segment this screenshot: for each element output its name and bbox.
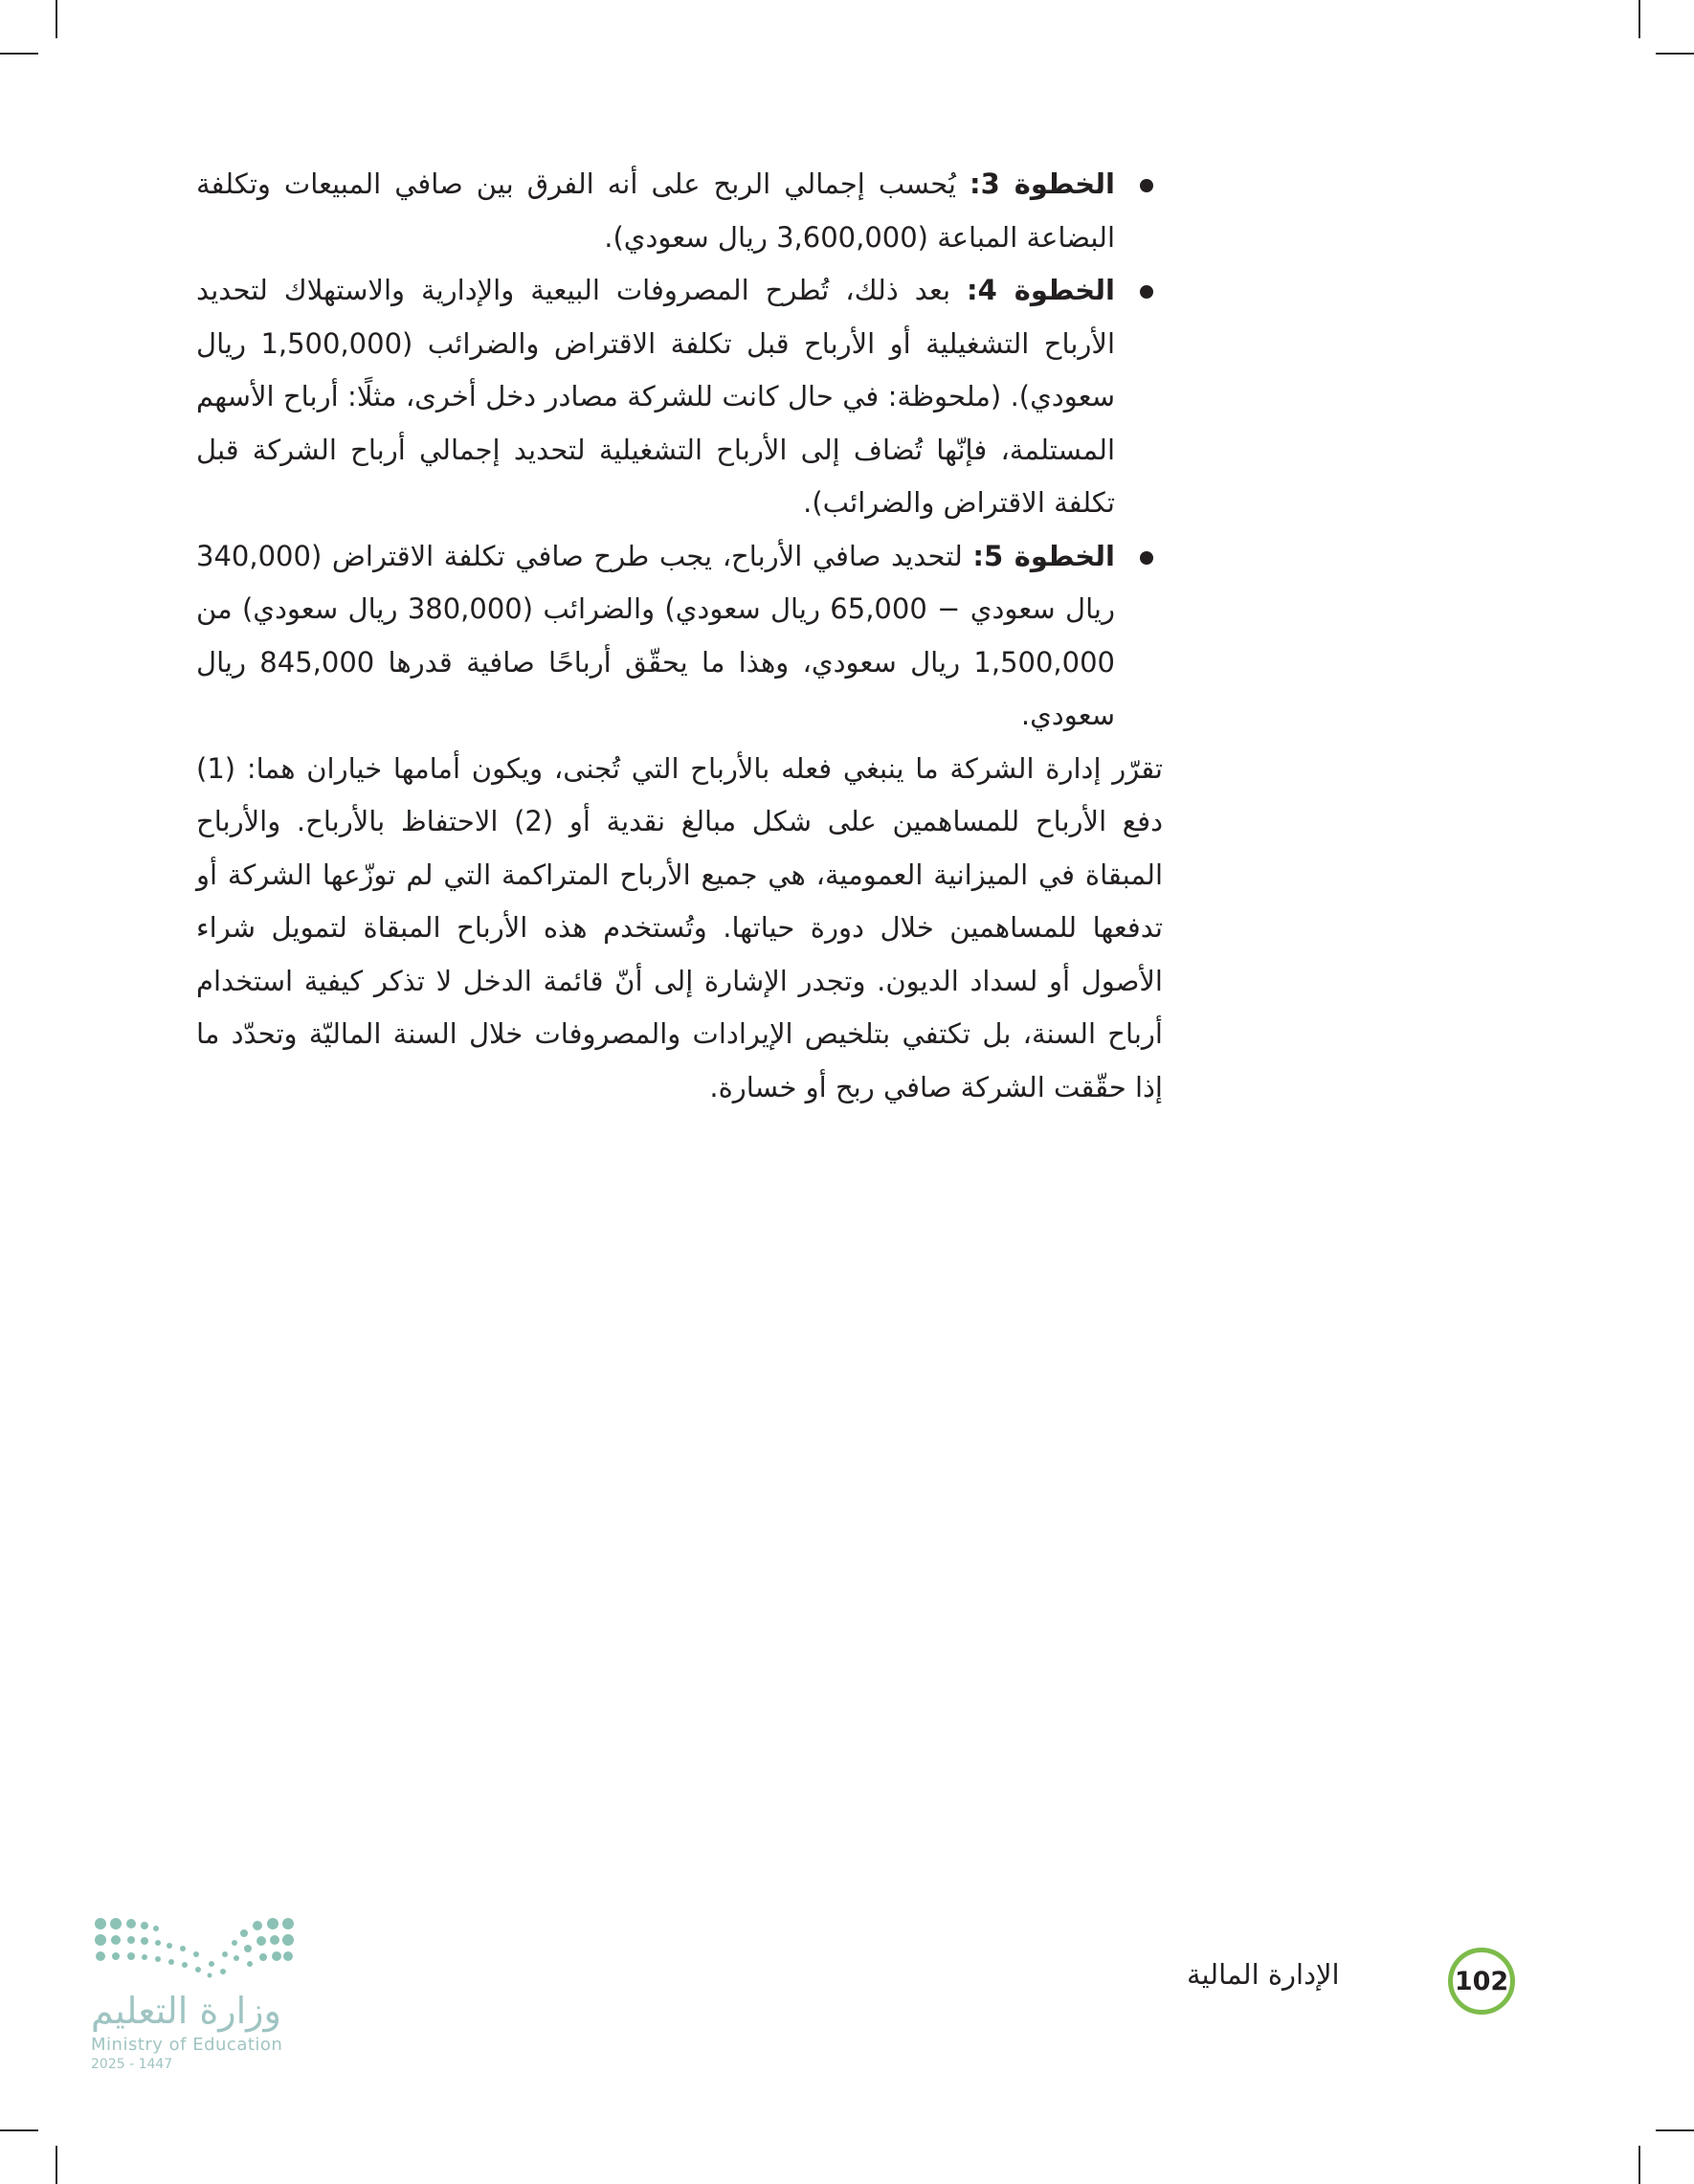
bullet-icon (1140, 179, 1153, 192)
chapter-title: الإدارة المالية (1187, 1958, 1340, 1991)
crop-mark (0, 2129, 38, 2131)
step-text: بعد ذلك، تُطرح المصروفات البيعية والإدارية والاستهلاك لتحديد الأرباح التشغيلية أو الأرباح قبل تكلفة الاقتراض والضرائب (1,500,000 ريال سعودي). (ملحوظة: في حال كانت للشركة مصادر دخل أخرى، مثلًا: أرباح الأسهم المستلمة، فإنّها تُضاف إلى الأرباح التشغيلية لتحديد إجمالي أرباح الشركة قبل تكلفة الاقتراض والضرائب). (196, 274, 1116, 519)
step-label: الخطوة 5: (972, 539, 1115, 572)
logo-dots-icon (91, 1914, 301, 1981)
step-item (196, 530, 1163, 743)
step-text: لتحديد صافي الأرباح، يجب طرح صافي تكلفة الاقتراض (340,000 ريال سعودي − 65,000 ريال سعودي) والضرائب (380,000 ريال سعودي) من 1,500,000 ريال سعودي، وهذا ما يحقّق أرباحًا صافية قدرها 845,000 ريال سعودي. (196, 539, 1115, 731)
steps-list (196, 158, 1163, 743)
bullet-icon (1140, 285, 1153, 299)
crop-mark (1638, 2146, 1640, 2184)
logo-arabic-text: وزارة التعليم (91, 1990, 281, 2032)
body-paragraph: تقرّر إدارة الشركة ما ينبغي فعله بالأرباح التي تُجنى، ويكون أمامها خياران هما: (1) دفع الأرباح للمساهمين على شكل مبالغ نقدية أو (2) الاحتفاظ بالأرباح. والأرباح المبقاة في الميزانية العمومية، هي جميع الأرباح المتراكمة التي لم توزّعها الشركة أو تدفعها للمساهمين خلال دورة حياتها. وتُستخدم هذه الأرباح المبقاة لتمويل شراء الأصول أو لسداد الديون. وتجدر الإشارة إلى أنّ قائمة الدخل لا تذكر كيفية استخدام أرباح السنة، بل تكتفي بتلخيص الإيرادات والمصروفات خلال السنة الماليّة وتحدّد ما إذا حقّقت الشركة صافي ربح أو خسارة. (196, 751, 1163, 1103)
crop-mark (1656, 53, 1694, 55)
ministry-logo (91, 1914, 311, 2072)
crop-mark (1638, 0, 1640, 38)
crop-mark (56, 0, 57, 38)
crop-mark (0, 53, 38, 55)
bullet-icon (1140, 551, 1153, 565)
page-number: 102 (1448, 1948, 1515, 2015)
crop-mark (56, 2146, 57, 2184)
step-label: الخطوة 3: (970, 167, 1115, 200)
step-text: يُحسب إجمالي الربح على أنه الفرق بين صافي المبيعات وتكلفة البضاعة المباعة (3,600,000 ريال سعودي). (196, 167, 1115, 254)
step-item (196, 264, 1163, 530)
logo-english-text: Ministry of Education (91, 2035, 283, 2055)
crop-mark (1656, 2129, 1694, 2131)
logo-year-text: 2025 - 1447 (91, 2057, 173, 2072)
step-label: الخطوة 4: (967, 274, 1115, 306)
main-content (196, 158, 1163, 1114)
step-item (196, 158, 1163, 264)
